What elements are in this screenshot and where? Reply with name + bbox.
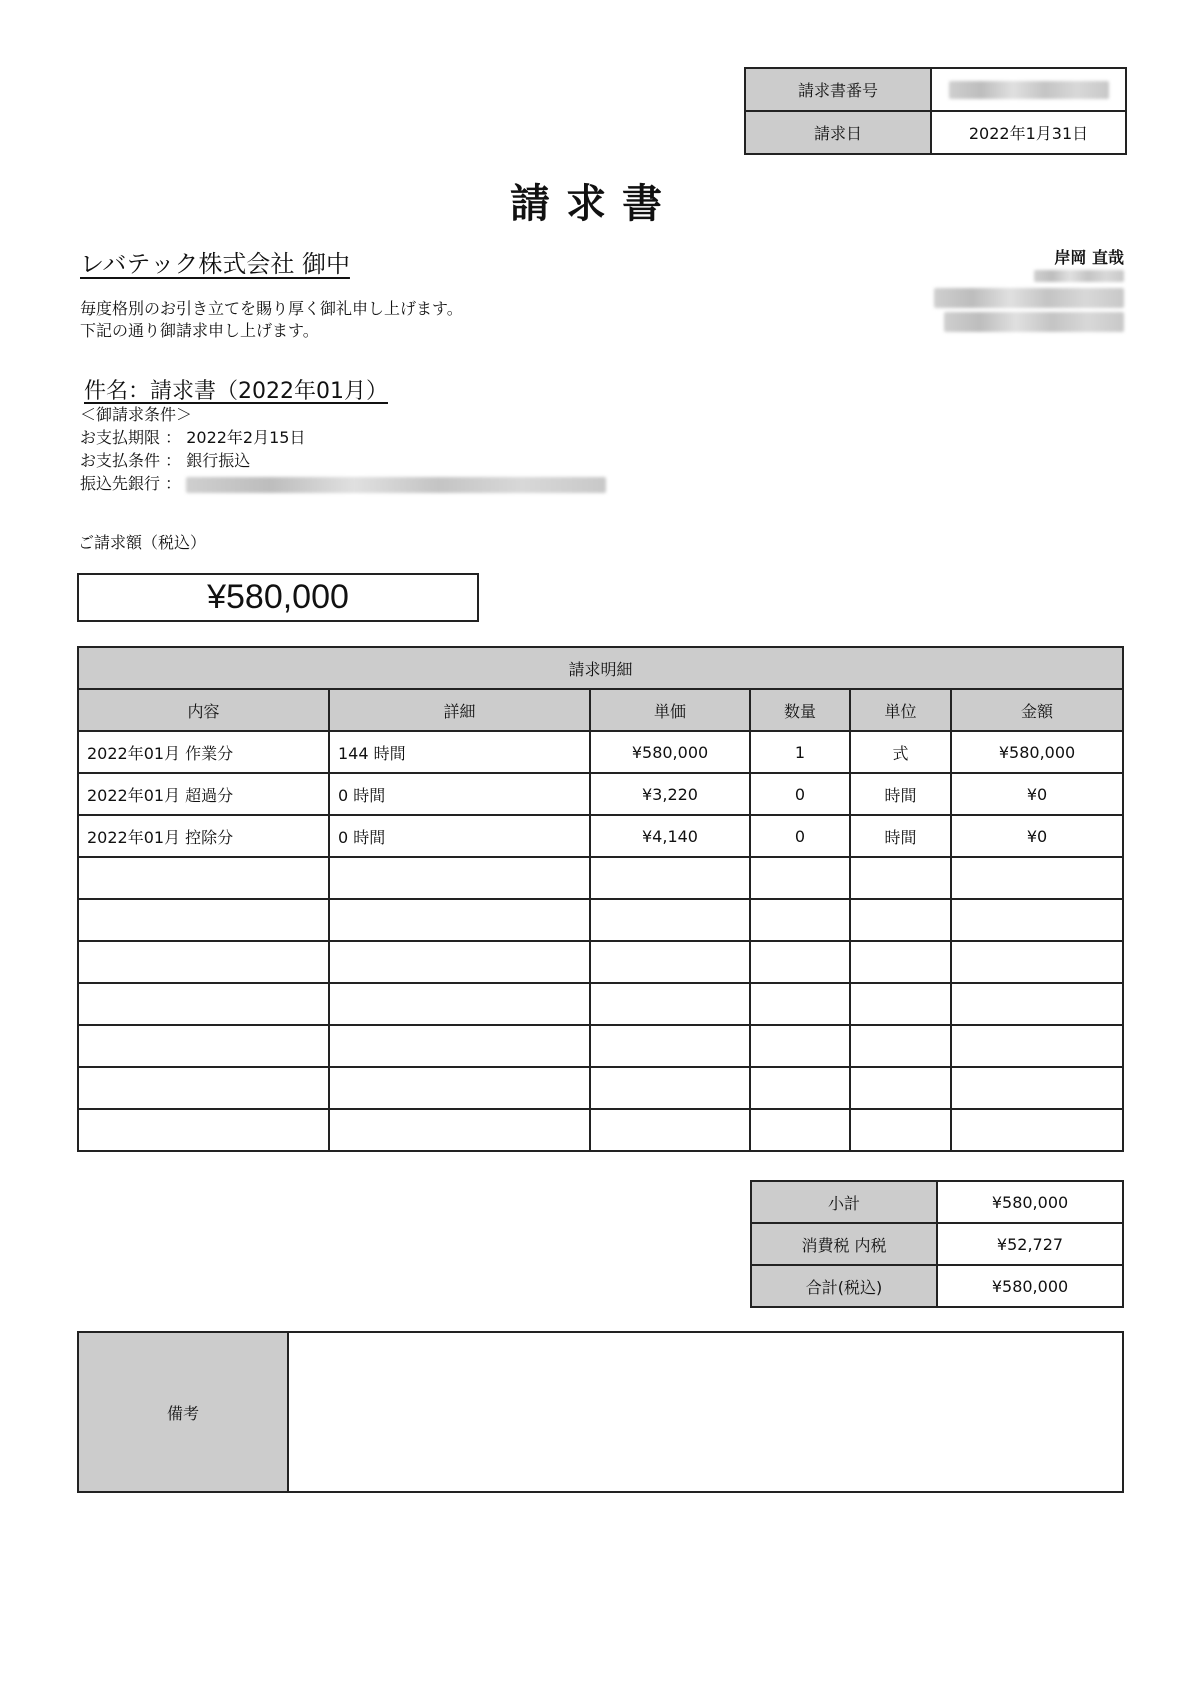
table-row bbox=[78, 773, 1123, 815]
empty-row bbox=[78, 1025, 1123, 1067]
bank-row: 振込先銀行 ： bbox=[80, 472, 606, 495]
cell-content: 2022年01月 控除分 bbox=[78, 815, 329, 857]
cell-amount: ¥0 bbox=[951, 773, 1123, 815]
cell-detail: 144 時間 bbox=[329, 731, 590, 773]
empty-row bbox=[78, 857, 1123, 899]
cell-unit-price: ¥3,220 bbox=[590, 773, 750, 815]
cell-unit: 式 bbox=[850, 731, 951, 773]
remarks-label: 備考 bbox=[79, 1333, 289, 1491]
col-header-unit-price: 単価 bbox=[590, 689, 750, 731]
subject-line: 件名：請求書（2022年01月） bbox=[84, 379, 388, 404]
cell-unit: 時間 bbox=[850, 773, 951, 815]
redacted-sender-address bbox=[934, 268, 1124, 334]
invoice-date-label: 請求日 bbox=[745, 111, 931, 154]
empty-row bbox=[78, 983, 1123, 1025]
due-date-row: お支払期限 ： 2022年2月15日 bbox=[80, 428, 306, 447]
col-header-content: 内容 bbox=[78, 689, 329, 731]
amount-label: ご請求額（税込） bbox=[78, 533, 207, 552]
invoice-number-value bbox=[931, 68, 1126, 111]
cell-amount: ¥580,000 bbox=[951, 731, 1123, 773]
cell-amount: ¥0 bbox=[951, 815, 1123, 857]
tax-value: ¥52,727 bbox=[937, 1223, 1123, 1265]
amount-value: ¥580,000 bbox=[77, 573, 479, 622]
table-row bbox=[78, 731, 1123, 773]
greeting-line-2: 下記の通り御請求申し上げます。 bbox=[80, 321, 319, 340]
payment-method-label: お支払条件 bbox=[80, 451, 161, 470]
cell-quantity: 0 bbox=[750, 773, 850, 815]
empty-row bbox=[78, 1067, 1123, 1109]
redacted-invoice-number bbox=[949, 81, 1109, 99]
invoice-date-value: 2022年1月31日 bbox=[931, 111, 1126, 154]
empty-row bbox=[78, 899, 1123, 941]
payment-method-row: お支払条件 ： 銀行振込 bbox=[80, 451, 251, 470]
remarks-box bbox=[77, 1331, 1124, 1493]
col-header-unit: 単位 bbox=[850, 689, 951, 731]
remarks-body bbox=[289, 1333, 1122, 1491]
details-header-row bbox=[78, 689, 1123, 731]
greeting-line-1: 毎度格別のお引き立てを賜り厚く御礼申し上げます。 bbox=[80, 299, 463, 318]
cell-unit-price: ¥580,000 bbox=[590, 731, 750, 773]
payment-conditions bbox=[80, 403, 606, 495]
invoice-number-label: 請求書番号 bbox=[745, 68, 931, 111]
details-title: 請求明細 bbox=[78, 647, 1123, 689]
due-date-value: 2022年2月15日 bbox=[186, 428, 306, 447]
subtotal-value: ¥580,000 bbox=[937, 1181, 1123, 1223]
subtotal-label: 小計 bbox=[751, 1181, 937, 1223]
empty-row bbox=[78, 1109, 1123, 1151]
table-row bbox=[78, 815, 1123, 857]
col-header-amount: 金額 bbox=[951, 689, 1123, 731]
total-label: 合計(税込) bbox=[751, 1265, 937, 1307]
due-date-label: お支払期限 bbox=[80, 428, 161, 447]
cell-content: 2022年01月 超過分 bbox=[78, 773, 329, 815]
invoice-meta-table bbox=[744, 67, 1127, 155]
details-table bbox=[77, 646, 1124, 1152]
cell-quantity: 0 bbox=[750, 815, 850, 857]
cell-detail: 0 時間 bbox=[329, 815, 590, 857]
redacted-bank-info bbox=[186, 477, 606, 493]
cell-unit-price: ¥4,140 bbox=[590, 815, 750, 857]
summary-table bbox=[750, 1180, 1124, 1308]
col-header-quantity: 数量 bbox=[750, 689, 850, 731]
conditions-heading: ＜御請求条件＞ bbox=[80, 405, 193, 424]
payment-method-value: 銀行振込 bbox=[186, 451, 251, 470]
recipient-name: レバテック株式会社 御中 bbox=[80, 250, 350, 278]
empty-row bbox=[78, 941, 1123, 983]
cell-quantity: 1 bbox=[750, 731, 850, 773]
sender-name: 岸岡 直哉 bbox=[1054, 248, 1124, 267]
col-header-detail: 詳細 bbox=[329, 689, 590, 731]
tax-label: 消費税 内税 bbox=[751, 1223, 937, 1265]
cell-unit: 時間 bbox=[850, 815, 951, 857]
total-value: ¥580,000 bbox=[937, 1265, 1123, 1307]
document-title: 請求書 bbox=[510, 181, 678, 227]
cell-detail: 0 時間 bbox=[329, 773, 590, 815]
cell-content: 2022年01月 作業分 bbox=[78, 731, 329, 773]
greeting-text bbox=[80, 298, 463, 342]
bank-label: 振込先銀行 bbox=[80, 474, 161, 493]
